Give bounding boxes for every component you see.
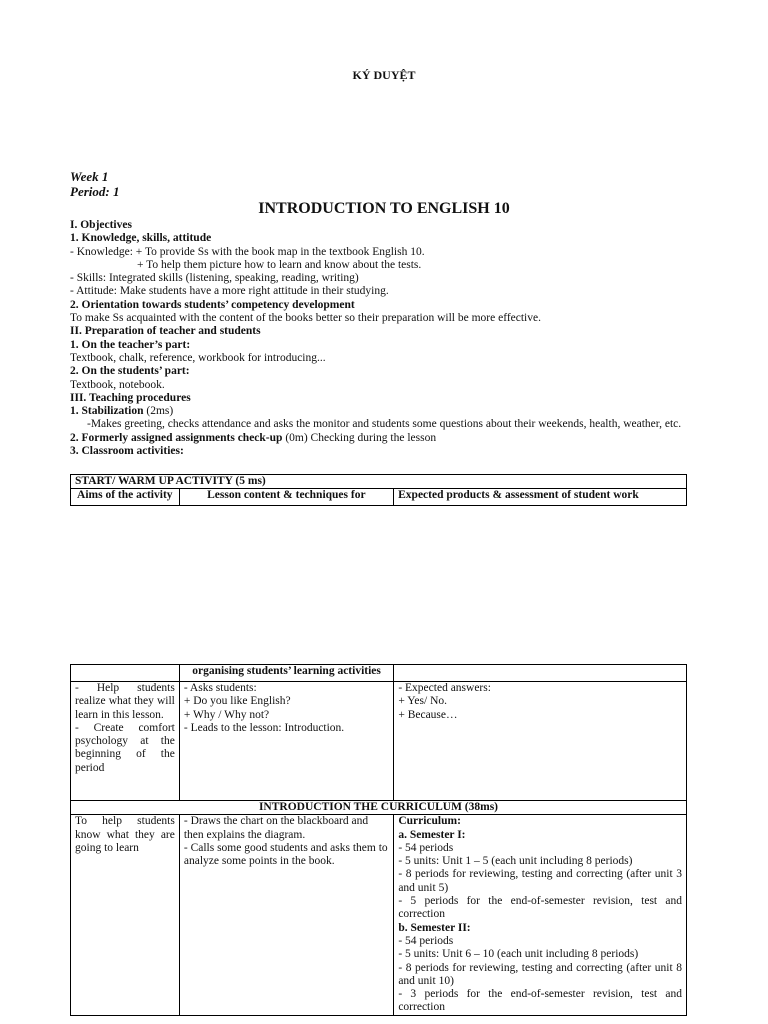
curriculum-section-header: INTRODUCTION THE CURRICULUM (38ms): [71, 801, 687, 815]
orientation-heading: 2. Orientation towards students’ competency development: [70, 298, 355, 311]
curriculum-expected-cell: [394, 815, 687, 1015]
checkup-text: (0m) Checking during the lesson: [282, 431, 437, 444]
teacher-text: Textbook, chalk, reference, workbook for introducing...: [70, 351, 326, 364]
knowledge-line-2: + To help them picture how to learn and know about the tests.: [137, 258, 422, 271]
period-label: Period: 1: [70, 184, 120, 199]
semester-1-line: - 5 periods for the end-of-semester revision, test and correction: [398, 895, 682, 921]
semester-1-line: - 5 units: Unit 1 – 5 (each unit including 8 periods): [398, 855, 633, 868]
lesson-title: INTRODUCTION TO ENGLISH 10: [258, 200, 510, 217]
warmup-expected-cell: [394, 682, 687, 801]
semester-2-heading: b. Semester II:: [398, 921, 471, 934]
checkup-heading: 2. Formerly assigned assignments check-up: [70, 431, 283, 444]
warmup-content-line: + Do you like English?: [183, 695, 291, 708]
col-aims-blank: [71, 665, 180, 682]
objectives-heading: I. Objectives: [70, 219, 132, 231]
students-heading: 2. On the students’ part:: [70, 365, 190, 378]
knowledge-heading: 1. Knowledge, skills, attitude: [70, 232, 212, 245]
col-expected-header: Expected products & assessment of student work: [394, 489, 687, 506]
semester-1-line: - 54 periods: [398, 841, 454, 854]
checkup-line: [70, 432, 710, 445]
warmup-content-line: + Why / Why not?: [183, 708, 270, 721]
week-label: Week 1: [70, 169, 109, 184]
warmup-expected-line: - Expected answers:: [398, 682, 491, 694]
col-content-header: Lesson content & techniques for: [179, 489, 394, 506]
semester-1-heading: a. Semester I:: [398, 828, 466, 841]
preparation-heading: II. Preparation of teacher and students: [70, 325, 261, 338]
stabilization-heading: 1. Stabilization: [70, 405, 144, 418]
week-period-block: [70, 169, 119, 199]
col-content-header-cont: organising students’ learning activities: [179, 665, 393, 682]
semester-1-line: - 8 periods for reviewing, testing and correcting (after unit 3 and unit 5): [398, 868, 682, 894]
semester-2-line: - 54 periods: [398, 934, 454, 947]
warmup-content-line: - Leads to the lesson: Introduction.: [183, 721, 345, 734]
approval-heading: KÝ DUYỆT: [352, 68, 416, 82]
curriculum-heading: Curriculum:: [398, 815, 461, 828]
warmup-aim: - Help students realize what they will learn in this lesson.: [75, 682, 175, 721]
lesson-body: [70, 219, 710, 458]
semester-2-line: - 3 periods for the end-of-semester revision, test and correction: [398, 988, 682, 1014]
curriculum-aims-cell: To help students know what they are going to learn: [71, 815, 180, 1015]
curriculum-content-line: - Calls some good students and asks them to analyze some points in the book.: [183, 841, 388, 868]
orientation-text: To make Ss acquainted with the content of the books better so their preparation will be more effective.: [70, 312, 541, 325]
warmup-aims-cell: [71, 682, 180, 801]
warmup-content-cell: [179, 682, 393, 801]
warmup-aim: - Create comfort psychology at the beginning of the period: [75, 721, 175, 774]
warmup-expected-line: + Because…: [398, 708, 458, 721]
warmup-expected-line: + Yes/ No.: [398, 695, 447, 708]
stabilization-time: (2ms): [143, 405, 174, 418]
curriculum-content-line: - Draws the chart on the blackboard and then explains the diagram.: [183, 815, 369, 841]
procedures-heading: III. Teaching procedures: [70, 391, 191, 404]
warmup-header: START/ WARM UP ACTIVITY (5 ms): [71, 475, 687, 489]
activities-table: [70, 664, 687, 1016]
skills-line: - Skills: Integrated skills (listening, speaking, reading, writing): [70, 272, 359, 285]
curriculum-content-cell: [179, 815, 393, 1015]
activities-heading: 3. Classroom activities:: [70, 445, 184, 458]
stabilization-line: [70, 405, 710, 418]
attitude-line: - Attitude: Make students have a more right attitude in their studying.: [70, 285, 389, 298]
warmup-content-line: - Asks students:: [183, 682, 257, 694]
stabilization-text: -Makes greeting, checks attendance and asks the monitor and students some questions about their weekends, health, weather, etc.: [87, 418, 682, 431]
students-text: Textbook, notebook.: [70, 378, 165, 391]
semester-2-line: - 8 periods for reviewing, testing and correcting (after unit 8 and unit 10): [398, 961, 682, 987]
col-aims-header: Aims of the activity: [71, 489, 180, 506]
col-expected-blank: [394, 665, 687, 682]
warmup-table: [70, 474, 687, 506]
semester-2-line: - 5 units: Unit 6 – 10 (each unit including 8 periods): [398, 948, 639, 961]
knowledge-line-1: - Knowledge: + To provide Ss with the book map in the textbook English 10.: [70, 245, 425, 258]
teacher-heading: 1. On the teacher’s part:: [70, 338, 191, 351]
